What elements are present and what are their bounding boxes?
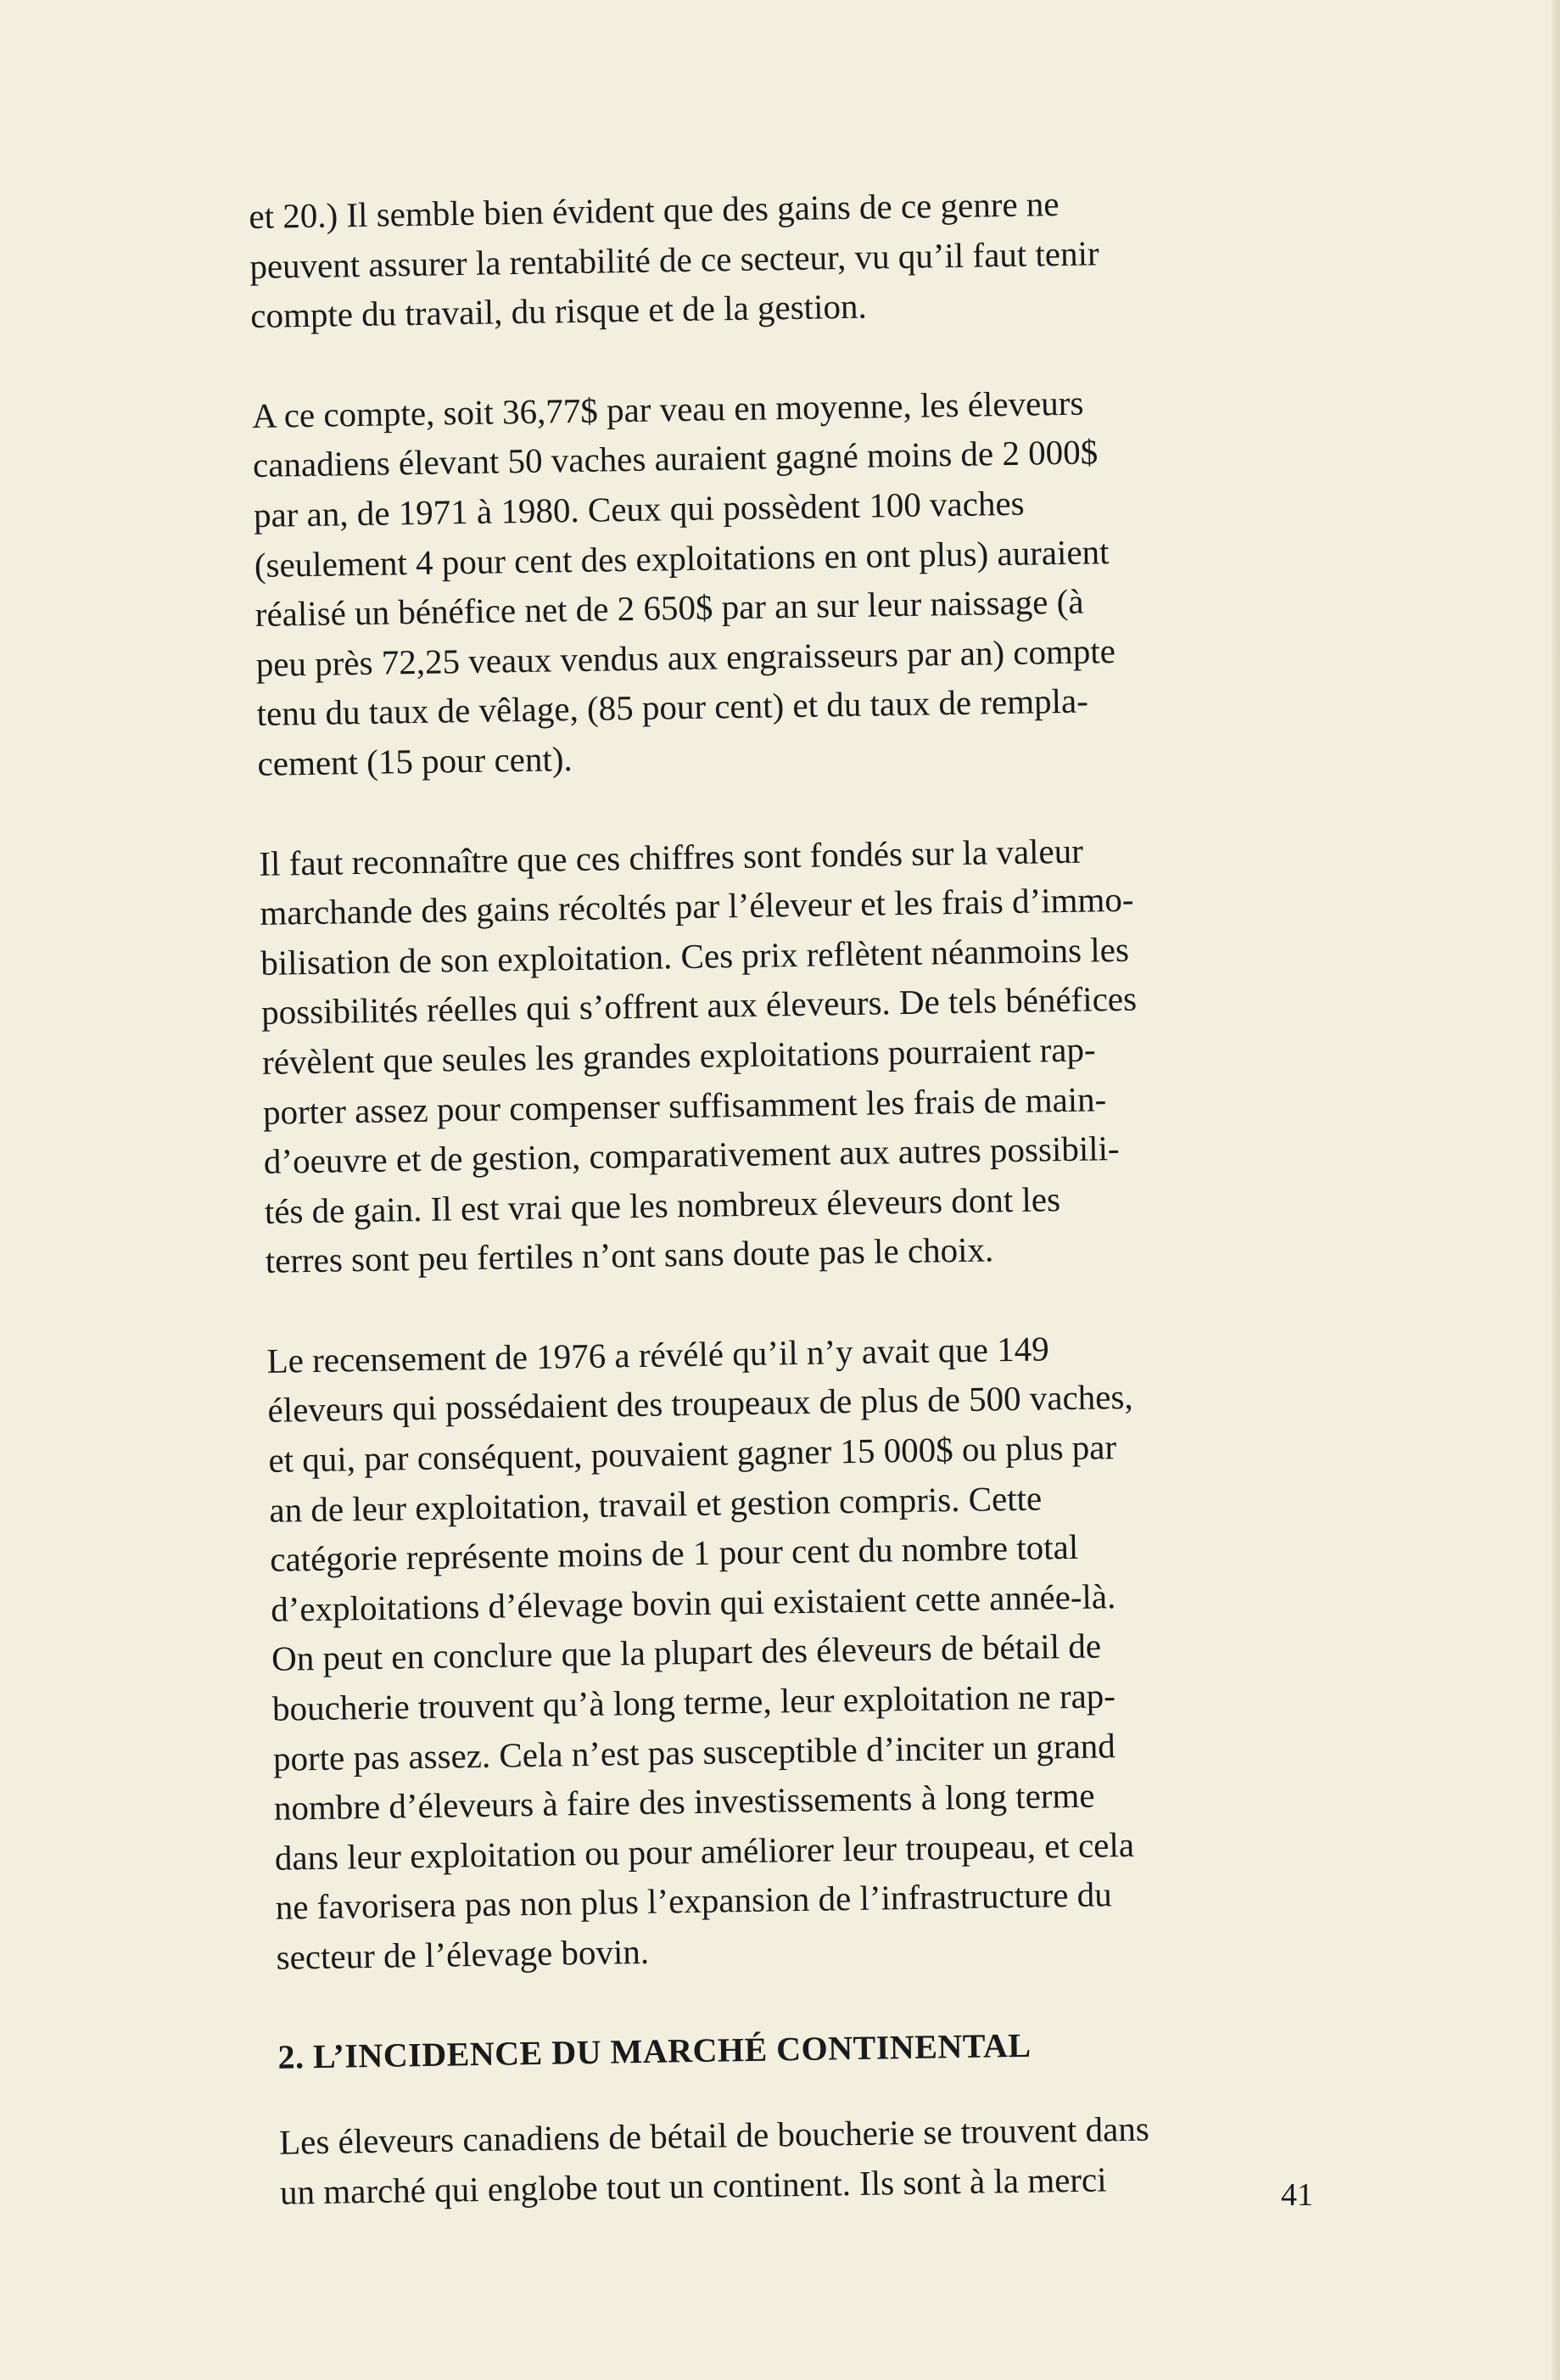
page-edge-shadow <box>1552 0 1560 2380</box>
paragraph-continental-market: Les éleveurs canadiens de bétail de boucherie se trouvent dans un marché qui englobe tout un continent. Ils sont à la merci <box>278 2108 1150 2212</box>
paragraph-market-value: Il faut reconnaître que ces chiffres sont fondés sur la valeur marchande des gains récoltés par l’éleveur et les frais d’immo- bilisation de son exploitation. Ces prix reflètent néanmoins les possibilités réelles qui s’offrent aux éleveurs. De tels bénéfices révèlent que seules les grandes exploitations pourraient rap- porter assez pour compenser suffisamment les frais de main- d’oeuvre et de gestion, comparativement aux autres possibili- tés de gain. Il est vrai que les nombreux éleveurs dont les terres sont peu fertiles n’ont sans doute pas le choix. <box>259 831 1138 1281</box>
paragraph-continuation: et 20.) Il semble bien évident que des gains de ce genre ne peuvent assurer la rentabilité de ce secteur, vu qu’il faut tenir compte du travail, du risque et de la gestion. <box>249 183 1099 336</box>
section-heading: 2. L’INCIDENCE DU MARCHÉ CONTINENTAL <box>277 2025 1032 2076</box>
body-text <box>249 176 1317 2267</box>
paragraph-per-calf-earnings: A ce compte, soit 36,77$ par veau en moyenne, les éleveurs canadiens élevant 50 vaches auraient gagné moins de 2 000$ par an, de 1971 à 1980. Ceux qui possèdent 100 vaches (seulement 4 pour cent des exploitations en ont plus) auraient réalisé un bénéfice net de 2 650$ par an sur leur naissage (à peu près 72,25 veaux vendus aux engraisseurs par an) compte tenu du taux de vêlage, (85 pour cent) et du taux de rempla- cement (15 pour cent). <box>251 383 1116 783</box>
page-number: 41 <box>1281 2177 1313 2213</box>
paragraph-census-1976: Le recensement de 1976 a révélé qu’il n’y avait que 149 éleveurs qui possédaient des troupeaux de plus de 500 vaches, et qui, par conséquent, pouvaient gagner 15 000$ ou plus par an de leur exploitation, travail et gestion compris. Cette catégorie représente moins de 1 pour cent du nombre total d’exploitations d’élevage bovin qui existaient cette année-là. On peut en conclure que la plupart des éleveurs de bétail de boucherie trouvent qu’à long terme, leur exploitation ne rap- porte pas assez. Cela n’est pas susceptible d’inciter un grand nombre d’éleveurs à faire des investissements à long terme dans leur exploitation ou pour améliorer leur troupeau, et cela ne favorisera pas non plus l’expansion de l’infrastructure du secteur de l’élevage bovin. <box>266 1329 1135 1977</box>
